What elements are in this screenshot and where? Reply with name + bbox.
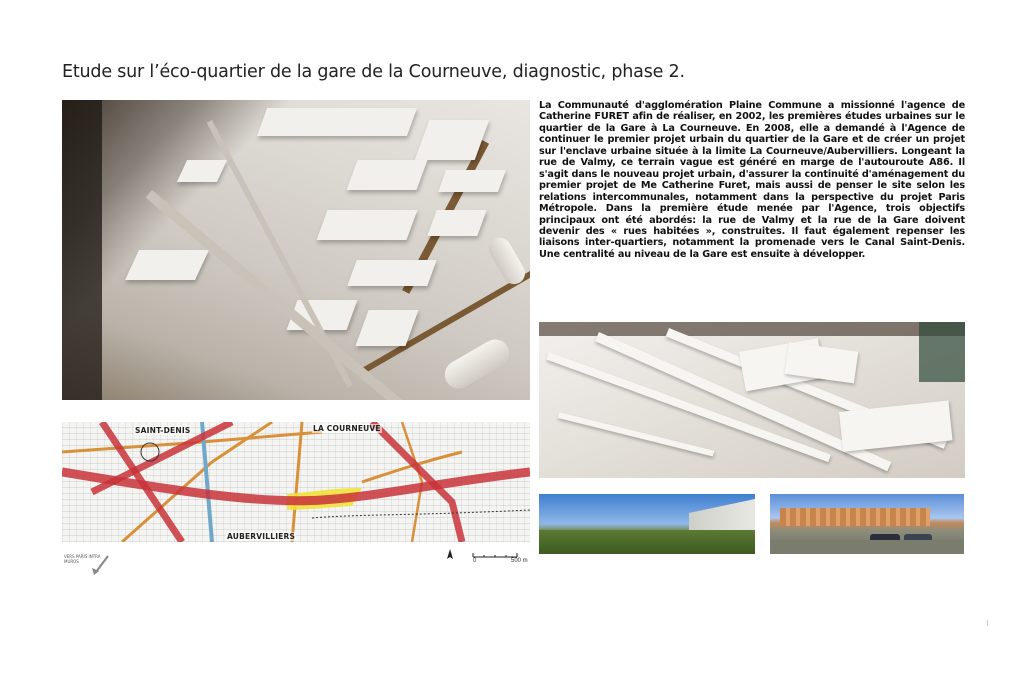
scale-max-label: 500 m [511,558,528,564]
description-paragraph: La Communauté d'agglomération Plaine Commune a missionné l'agence de Catherine FURET afin de réaliser, en 2002, les premières études urbaines sur le quartier de la Gare à La Courneuve. En 2008, elle a demandé à l'Agence de continuer le premier projet urbain du quartier de la Gare et de créer un projet sur l'enclave urbaine située à la limite La Courneuve/Aubervilliers. Longeant la rue de Valmy, ce terrain vague est généré en marge de l'autouroute A86. Il s'agit dans le nouveau projet urbain, d'assurer la continuité d'aménagement du premier projet de Me Catherine Furet, mais aussi de penser le site selon les relations intercommunales, notamment dans la perspective du projet Paris Métropole. Dans la première étude menée par l'Agence, trois objectifs principaux ont été abordés: la rue de Valmy et la rue de la Gare doivent devenir des « rues habitées », construites. Il faut également repenser les liaisons inter-quartiers, notamment la promenade vers le Canal Saint-Denis. Une centralité au niveau de la Gare est ensuite à développer. [539,100,965,260]
map-label-saint-denis: SAINT-DENIS [135,426,191,435]
map-label-aubervilliers: AUBERVILLIERS [227,532,296,541]
scale-zero-label: 0 [473,558,477,564]
street-photo-right [770,494,964,554]
page-title: Etude sur l’éco-quartier de la gare de la Courneuve, diagnostic, phase 2. [62,62,685,82]
corner-mark [987,620,988,626]
legend-direction-text: VERS PARIS INTRA MUROS [64,554,101,564]
model-photo-main [62,100,530,400]
map-scale [445,548,535,568]
site-map [62,422,530,542]
street-photo-left [539,494,755,554]
map-label-la-courneuve: LA COURNEUVE [313,424,381,433]
map-drawing [62,422,530,542]
model-photo-detail [539,322,965,478]
